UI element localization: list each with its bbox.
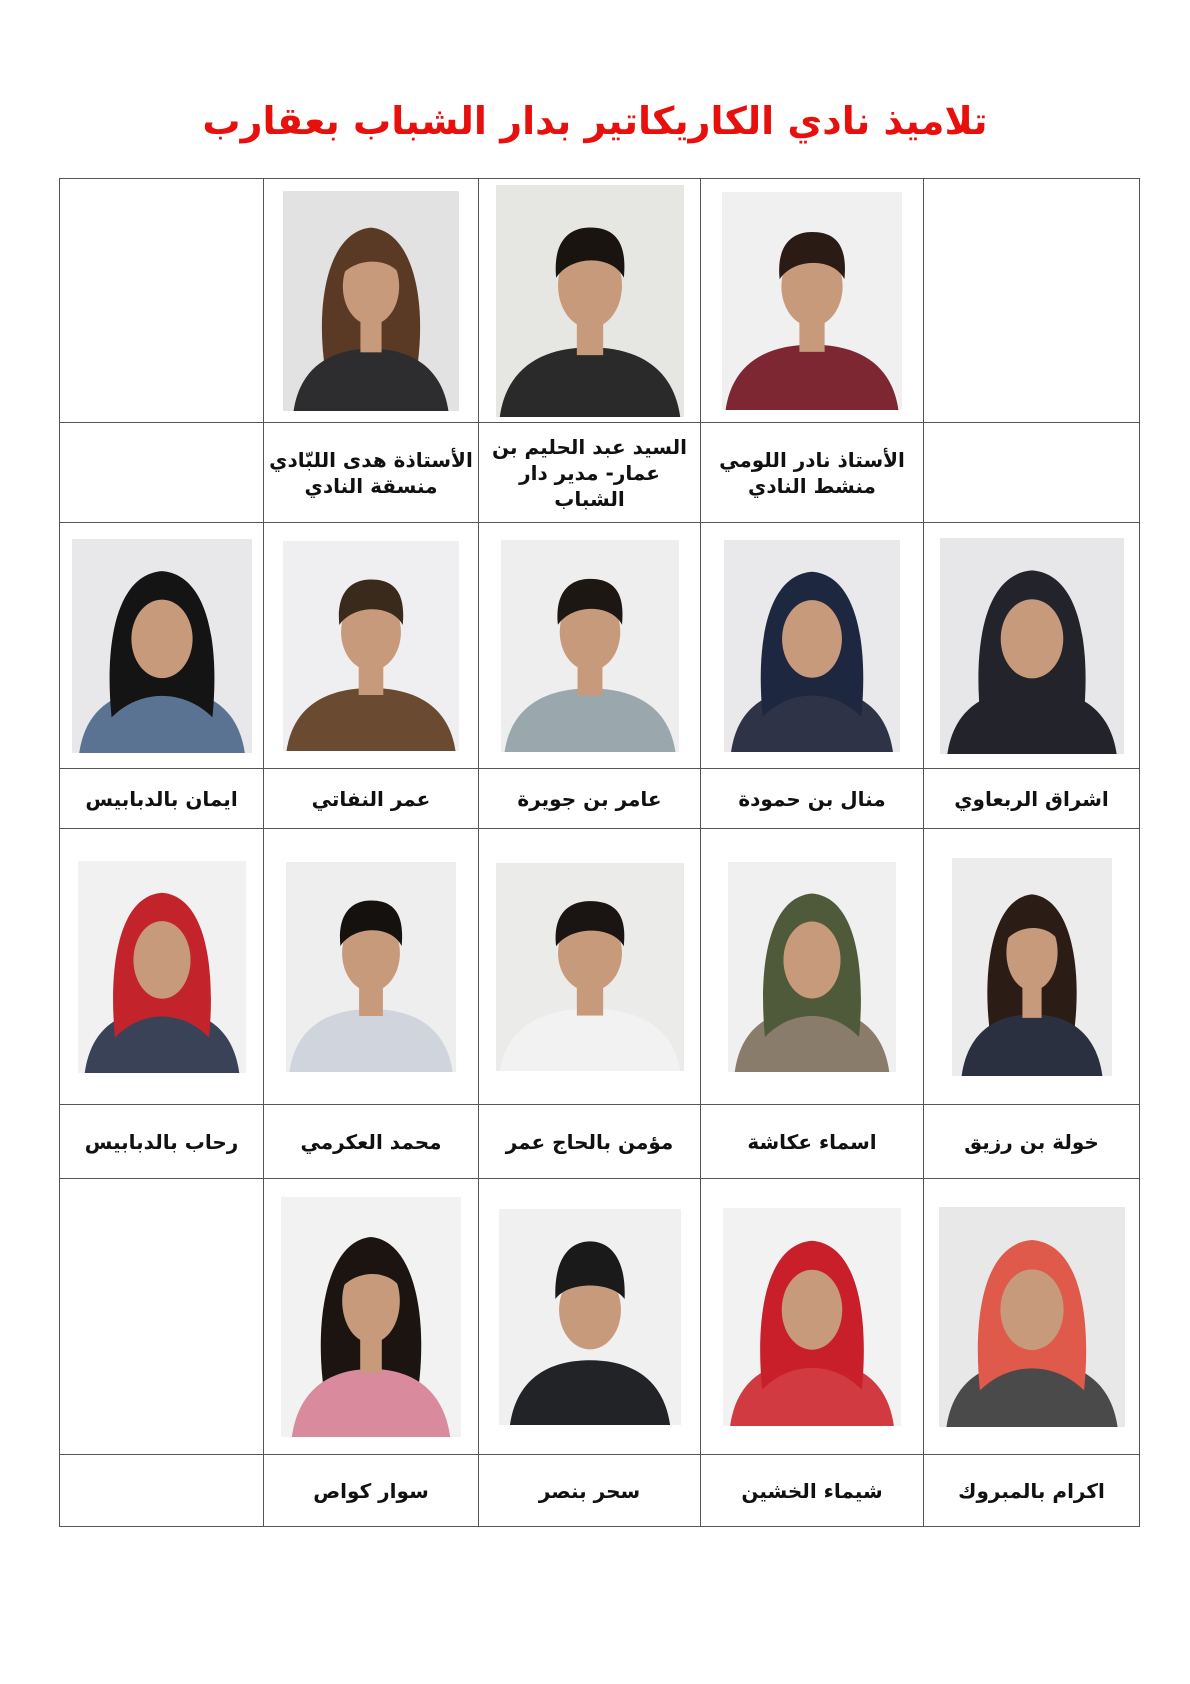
photo-cell [264,523,479,769]
photo-cell [701,829,924,1105]
name-row [60,1105,1140,1179]
member-name-line: منال بن حمودة [738,786,886,811]
member-name-line: اسماء عكاشة [747,1129,877,1154]
member-name [479,423,701,523]
photo-cell [479,1179,701,1455]
photo-row [60,829,1140,1105]
member-photo [286,862,456,1072]
photo-row [60,1179,1140,1455]
member-name-line: مؤمن بالحاج عمر [505,1129,674,1154]
member-photo [722,192,902,410]
photo-cell [60,829,264,1105]
portrait-female-hijab-icon [723,1208,901,1426]
member-name-line: عمر النفاتي [311,786,431,811]
member-name-line: الأستاذ نادر اللومي [719,447,905,472]
photo-cell [701,1179,924,1455]
member-photo [281,1197,461,1437]
empty-cell [60,1455,264,1527]
photo-cell [264,1179,479,1455]
member-name-line: منشط النادي [748,473,876,498]
empty-cell [60,1179,264,1455]
empty-cell [924,179,1140,423]
member-name [60,1105,264,1179]
member-name-line: ايمان بالدبابيس [85,786,238,811]
empty-cell [60,179,264,423]
member-name-line: سوار كواص [313,1478,429,1503]
name-row [60,1455,1140,1527]
member-name-line: اشراق الربعاوي [954,786,1109,811]
member-name-line: خولة بن رزيق [964,1129,1099,1154]
photo-cell [479,179,701,423]
member-name [701,1455,924,1527]
photo-cell [924,523,1140,769]
member-name [701,1105,924,1179]
portrait-male-youth-icon [501,540,679,752]
member-name [924,1455,1140,1527]
member-name [264,1105,479,1179]
portrait-male-adult-icon [496,185,684,417]
portrait-male-youth-icon [283,541,459,751]
member-name [924,769,1140,829]
member-name [479,1105,701,1179]
member-name [264,769,479,829]
member-photo [78,861,246,1073]
members-table [59,178,1140,1527]
portrait-female-hijab-icon [939,1207,1125,1427]
photo-cell [701,179,924,423]
member-name-line: الشباب [554,486,625,511]
member-name [60,769,264,829]
photo-row [60,179,1140,423]
portrait-female-hijab-icon [724,540,900,752]
member-name [479,1455,701,1527]
empty-cell [60,423,264,523]
photo-cell [264,829,479,1105]
photo-cell [479,829,701,1105]
page-title: تلاميذ نادي الكاريكاتير بدار الشباب بعقارب [202,99,988,143]
member-name-line: السيد عبد الحليم بن [492,434,687,459]
portrait-female-beanie-icon [499,1209,681,1425]
photo-cell [479,523,701,769]
member-photo [723,1208,901,1426]
portrait-female-hijab-icon [72,539,252,753]
member-name [264,423,479,523]
member-name-line: عامر بن جويرة [517,786,662,811]
member-photo [501,540,679,752]
portrait-female-hijab-icon [78,861,246,1073]
portrait-female-adult-icon [283,191,459,411]
member-photo [952,858,1112,1076]
member-name [924,1105,1140,1179]
member-name [264,1455,479,1527]
member-photo [939,1207,1125,1427]
portrait-female-adult-icon [952,858,1112,1076]
name-row [60,423,1140,523]
member-photo [72,539,252,753]
member-photo [724,540,900,752]
photo-cell [924,829,1140,1105]
member-photo [496,185,684,417]
member-name [701,769,924,829]
member-name-line: محمد العكرمي [300,1129,442,1154]
photo-cell [264,179,479,423]
member-name-line: شيماء الخشين [741,1478,883,1503]
member-photo [496,863,684,1071]
name-row [60,769,1140,829]
member-photo [728,862,896,1072]
photo-cell [924,1179,1140,1455]
portrait-male-youth-icon [286,862,456,1072]
photo-row [60,523,1140,769]
member-name-line: رحاب بالدبابيس [84,1129,239,1154]
member-photo [499,1209,681,1425]
member-photo [283,541,459,751]
photo-cell [701,523,924,769]
member-name-line: منسقة النادي [304,473,438,498]
member-name [479,769,701,829]
portrait-female-hijab-icon [728,862,896,1072]
member-name-line: الأستاذة هدى اللبّادي [269,447,473,472]
empty-cell [924,423,1140,523]
member-name-line: سحر بنصر [538,1478,641,1503]
member-name-line: عمار- مدير دار [519,460,660,485]
portrait-male-adult-icon [722,192,902,410]
member-photo [940,538,1124,754]
photo-cell [60,523,264,769]
portrait-female-hijab-icon [940,538,1124,754]
member-name-line: اكرام بالمبروك [958,1478,1105,1503]
member-name [701,423,924,523]
portrait-female-adult-icon [281,1197,461,1437]
member-photo [283,191,459,411]
portrait-male-youth-icon [496,863,684,1071]
